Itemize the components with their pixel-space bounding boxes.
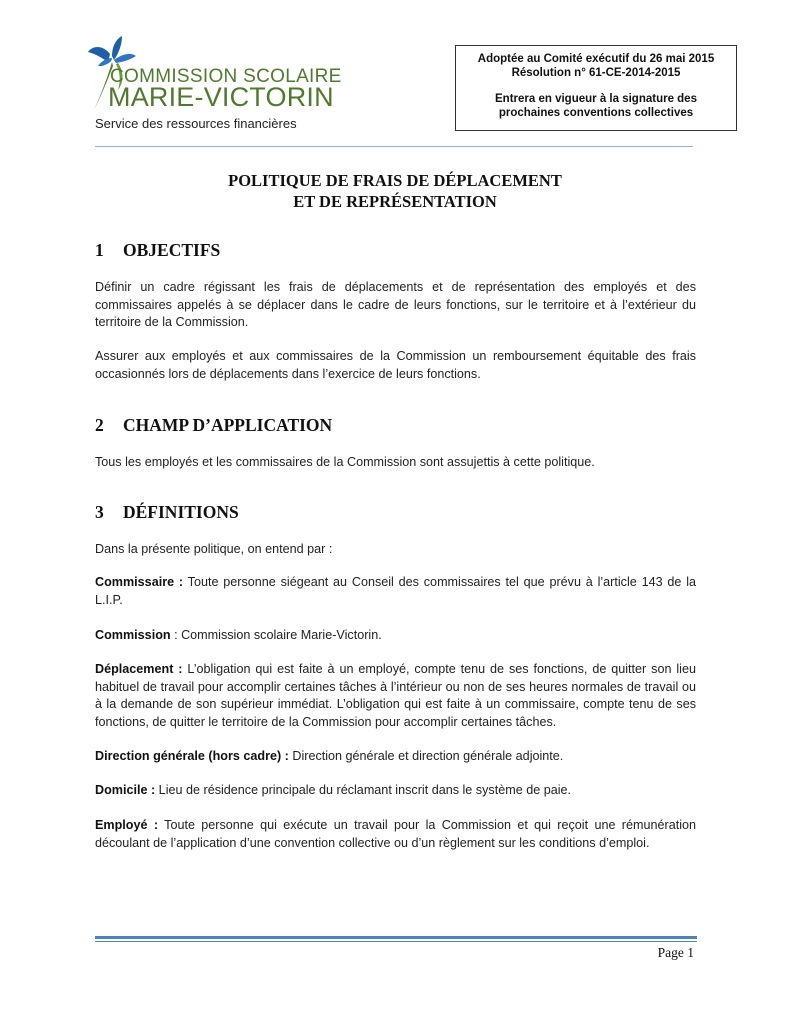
definition-text: Toute personne qui exécute un travail pour la Commission et qui reçoit une rémunération découlant de l’application d’une convention collective ou d’un règlement sur les conditions d’emploi. [95,818,697,850]
paragraph: Tous les employés et les commissaires de la Commission sont assujettis à cette politique. [95,455,595,469]
definition-commission [95,627,696,645]
effective-date-note-line2: prochaines conventions collectives [498,107,694,119]
resolution-number: Résolution n° 61-CE-2014-2015 [511,67,681,79]
definition-term: Direction générale (hors cadre) : [95,749,289,763]
section-number: 1 [95,240,104,260]
page-number: Page 1 [657,945,694,960]
section-title: DÉFINITIONS [123,502,239,522]
section-heading-champ-application [95,415,332,436]
definition-text: Direction générale et direction générale adjointe. [288,749,564,763]
adoption-date: Adoptée au Comité exécutif du 26 mai 2015 [477,53,715,65]
definition-deplacement [95,661,696,731]
section-number: 3 [95,502,104,522]
footer-divider-thick [95,936,697,939]
definition-term: Commission [95,628,171,642]
section-title: OBJECTIFS [123,240,221,260]
definition-employe [95,817,696,852]
definition-domicile [95,782,696,800]
definition-text: Toute personne siégeant au Conseil des commissaires tel que prévu à l’article 143 de la L.I.P. [95,575,697,607]
paragraph: Définir un cadre régissant les frais de déplacements et de représentation des employés et des commissaires appelés à se déplacer dans le cadre de leurs fonctions, sur le territoire et à l’extérieur du territoire de la Commission. [95,280,696,329]
section-number: 2 [95,415,104,435]
section-heading-definitions [95,502,239,523]
title-line2: ET DE REPRÉSENTATION [293,192,497,211]
definition-term: Commissaire : [95,575,184,589]
definitions-intro: Dans la présente politique, on entend par : [95,542,333,556]
footer-divider-thin [95,941,697,942]
title-line1: POLITIQUE DE FRAIS DE DÉPLACEMENT [228,171,562,190]
section-title: CHAMP D’APPLICATION [123,415,333,435]
effective-date-note-line1: Entrera en vigueur à la signature des [495,93,697,105]
header-divider [95,146,693,147]
definition-text: : Commission scolaire Marie-Victorin. [170,628,382,642]
document-title [95,170,695,212]
logo-text-commission-scolaire: COMMISSION SCOLAIRE [110,66,342,87]
paragraph: Assurer aux employés et aux commissaires de la Commission un remboursement équitable des frais occasionnés lors de déplacements dans l’exercice de leurs fonctions. [95,349,696,381]
adoption-notice-box [455,45,737,131]
definition-term: Déplacement : [95,662,183,676]
section-heading-objectifs [95,240,220,261]
definition-term: Domicile : [95,783,156,797]
definition-direction-generale [95,748,696,766]
logo-text-marie-victorin: MARIE-VICTORIN [108,82,334,112]
definition-text: Lieu de résidence principale du réclamant inscrit dans le système de paie. [155,783,572,797]
definition-text: L’obligation qui est faite à un employé, compte tenu de ses fonctions, de quitter son lieu habituel de travail pour accomplir certaines tâches à l’intérieur ou non de ses heures normales de travail ou à la demande de son supérieur immédiat. L’obligation qui est faite à un commissaire, compte tenu de ses fonctions, de quitter le territoire de la Commission pour accomplir certaines tâches. [95,662,696,729]
definition-term: Employé : [95,818,159,832]
service-name: Service des ressources financières [95,116,297,131]
definition-commissaire [95,574,696,609]
